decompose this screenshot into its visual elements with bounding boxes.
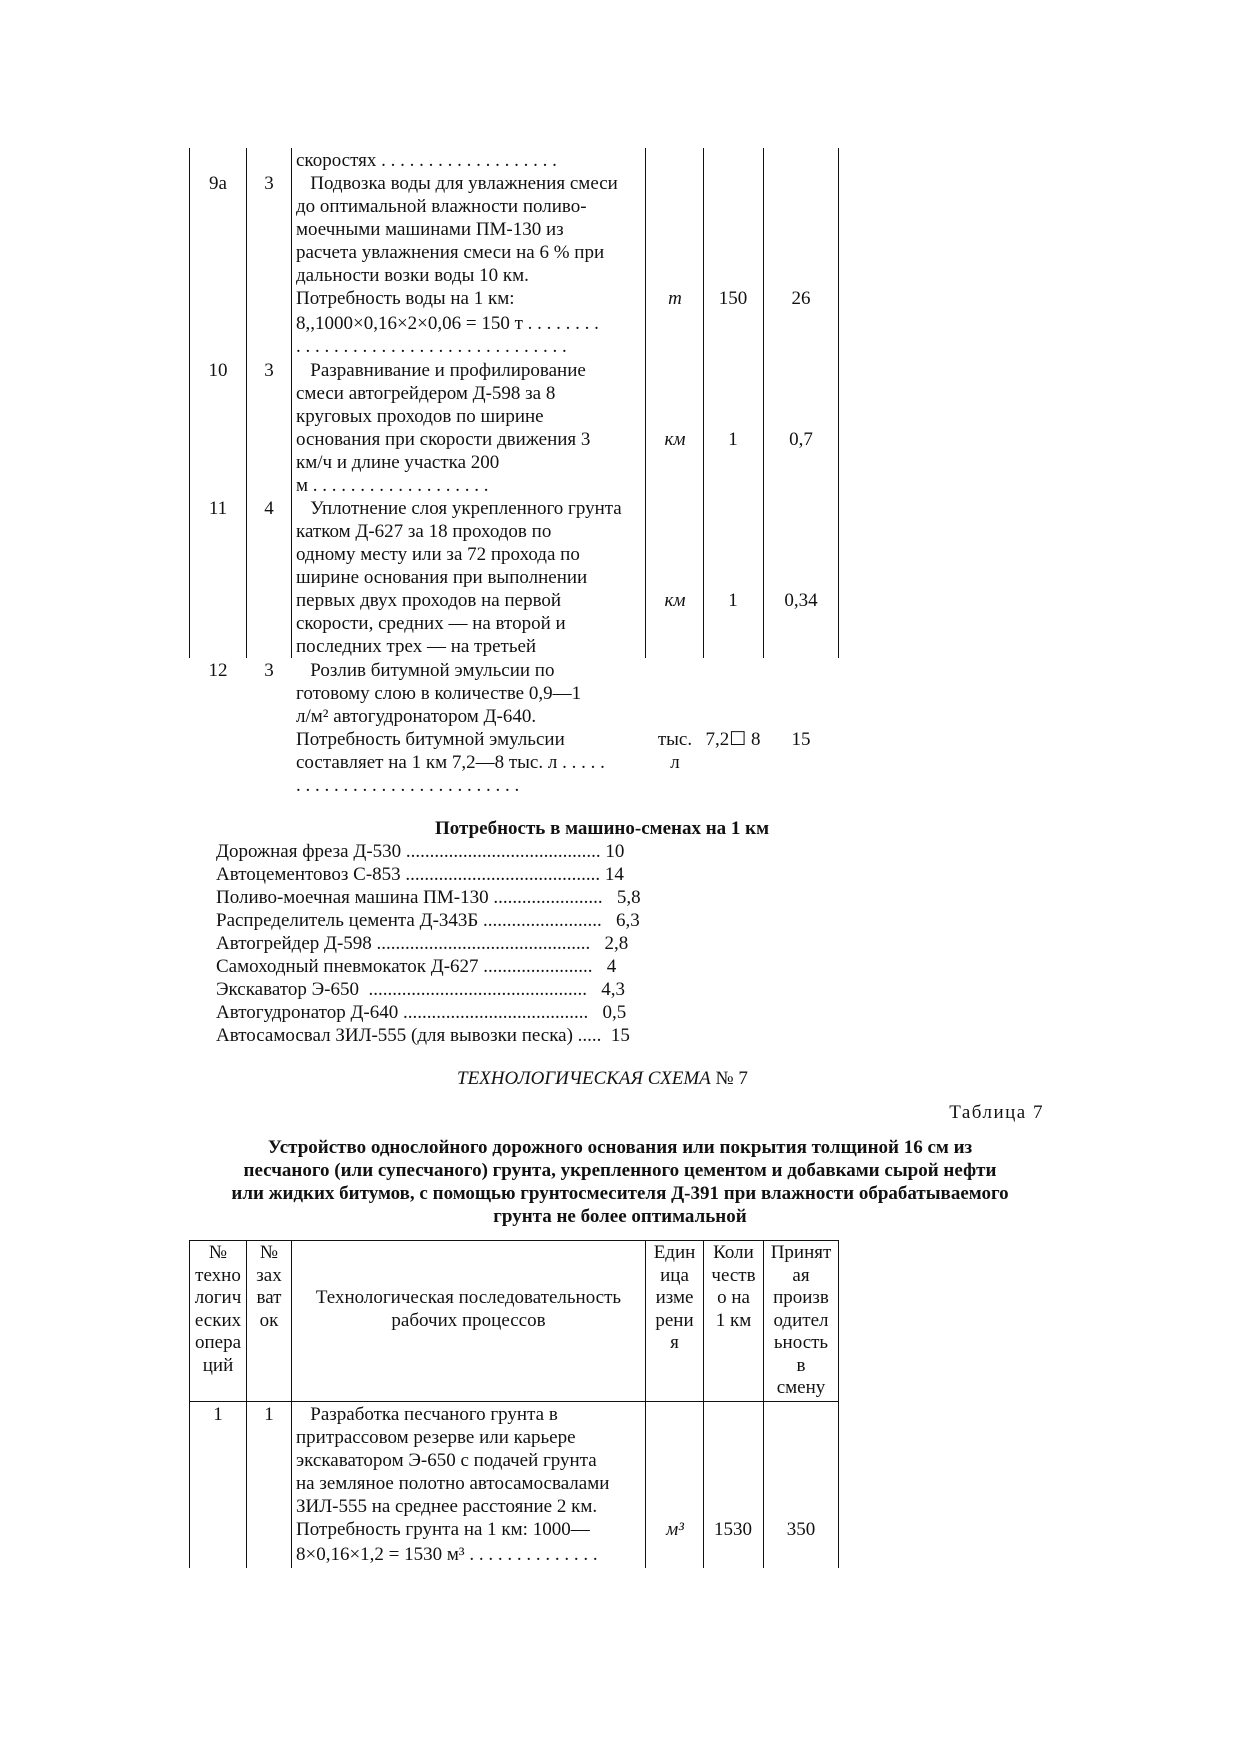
table-cell-section-number: 4 [264, 498, 274, 519]
table-cell-process: скоростях . . . . . . . . . . . . . . . . . . . [296, 150, 557, 171]
table-cell-process-line: расчета увлажнения смеси на 6 % при [296, 242, 605, 263]
table-cell-process-line: л/м² автогудронатором Д-640. [296, 706, 537, 727]
table-cell-operation-number: 11 [208, 498, 228, 519]
table-cell-operation-number: 9а [209, 173, 227, 194]
table-cell-section-number: 3 [264, 173, 274, 194]
scheme-title-text: ТЕХНОЛОГИЧЕСКАЯ СХЕМА [457, 1068, 711, 1089]
table-cell-process-line: . . . . . . . . . . . . . . . . . . . . . . . . [296, 775, 520, 796]
table-cell-process-line: смеси автогрейдером Д-598 за 8 [296, 383, 556, 404]
table-cell-productivity: 0,7 [789, 429, 813, 450]
table-cell-process-line: Разработка песчаного грунта в [296, 1404, 558, 1425]
table-divider [703, 148, 704, 658]
list-item: Экскаватор Э-650 .............................................. 4,3 [216, 979, 625, 1000]
table-cell-process-line: Потребность воды на 1 км: [296, 288, 515, 309]
table-cell-quantity: 1 [728, 429, 738, 450]
list-item: Распределитель цемента Д-343Б ......................... 6,3 [216, 910, 640, 931]
table-cell-process-line: км/ч и длине участка 200 [296, 452, 500, 473]
table-cell-process-line: Розлив битумной эмульсии по [296, 660, 555, 681]
list-item: Автогрейдер Д-598 ............................................. 2,8 [216, 933, 629, 954]
scheme-heading-line: песчаного (или супесчаного) грунта, укрепленного цементом и добавками сырой нефти [243, 1160, 997, 1181]
list-item: Самоходный пневмокаток Д-627 ....................... 4 [216, 956, 617, 977]
table-cell-productivity: 350 [786, 1519, 816, 1540]
table-cell-section-number: 3 [264, 360, 274, 381]
table-cell-process-line: одному месту или за 72 прохода по [296, 544, 580, 565]
table-cell-unit: м³ [666, 1519, 684, 1540]
scheme-heading-line: или жидких битумов, с помощью грунтосмесителя Д-391 при влажности обрабатываемого [231, 1183, 1009, 1204]
table-cell-operation-number: 10 [208, 360, 228, 381]
table-cell-process-line: готовому слою в количестве 0,9—1 [296, 683, 582, 704]
table-cell-section-number: 3 [264, 660, 274, 681]
table-cell-operation-number: 1 [213, 1404, 223, 1425]
table-cell-process-line: Уплотнение слоя укрепленного грунта [296, 498, 622, 519]
table-cell-process-line: экскаватором Э-650 с подачей грунта [296, 1450, 597, 1471]
list-item: Дорожная фреза Д-530 ......................................... 10 [216, 841, 625, 862]
table-border-top [189, 1240, 839, 1241]
column-header-quantity: Коли честв о на 1 км [711, 1242, 756, 1331]
column-header-section-number: № зах ват ок [256, 1242, 282, 1331]
table-cell-process-line: ЗИЛ-555 на среднее расстояние 2 км. [296, 1496, 598, 1517]
table-header-divider [189, 1401, 839, 1402]
table-cell-process-line: катком Д-627 за 18 проходов по [296, 521, 552, 542]
table-cell-process-line: . . . . . . . . . . . . . . . . . . . . . . . . . . . . . [296, 336, 567, 357]
table-cell-process-line: до оптимальной влажности поливо- [296, 196, 587, 217]
table-cell-unit: км [664, 429, 686, 450]
table-cell-process-line: Подвозка воды для увлажнения смеси [296, 173, 618, 194]
table-cell-process-line: 8×0,16×1,2 = 1530 м³ . . . . . . . . . . . . . . [296, 1544, 598, 1565]
list-item: Поливо-моечная машина ПМ-130 ....................... 5,8 [216, 887, 641, 908]
table-cell-process-line: моечными машинами ПМ-130 из [296, 219, 564, 240]
table-cell-process-line: ширине основания при выполнении [296, 567, 588, 588]
table-cell-productivity: 26 [791, 288, 811, 309]
column-header-process: Технологическая последовательность рабочих процессов [315, 1287, 622, 1331]
column-header-productivity: Принят ая произв одител ьность в смену [770, 1242, 832, 1398]
machine-shifts-title: Потребность в машино-сменах на 1 км [435, 818, 770, 839]
scheme-heading-line: грунта не более оптимальной [493, 1206, 747, 1227]
table-cell-process-line: составляет на 1 км 7,2—8 тыс. л . . . . . [296, 752, 605, 773]
scheme-title-number: № 7 [710, 1068, 748, 1089]
table-divider [645, 148, 646, 658]
table-cell-process-line: Разравнивание и профилирование [296, 360, 586, 381]
table-cell-process-line: Потребность грунта на 1 км: 1000— [296, 1519, 590, 1540]
table-cell-unit: т [668, 288, 682, 309]
table-cell-process-line: дальности возки воды 10 км. [296, 265, 529, 286]
table-cell-quantity: 1 [728, 590, 738, 611]
table-cell-process-line: первых двух проходов на первой [296, 590, 562, 611]
table-cell-section-number: 1 [264, 1404, 274, 1425]
table-border-right [838, 1240, 839, 1568]
table-border-left [189, 148, 190, 658]
table-cell-quantity: 150 [718, 288, 748, 309]
table-cell-process-line: последних трех — на третьей [296, 636, 537, 657]
table-divider [763, 148, 764, 658]
table-cell-process-line: на земляное полотно автосамосвалами [296, 1473, 610, 1494]
table-cell-quantity: 1530 [714, 1519, 752, 1540]
table-divider [246, 148, 247, 658]
table-cell-process-line: 8,,1000×0,16×2×0,06 = 150 т . . . . . . . . [296, 313, 599, 334]
table-border-right [838, 148, 839, 658]
table-cell-productivity: 0,34 [784, 590, 818, 611]
table-cell-process-line: основания при скорости движения 3 [296, 429, 591, 450]
table-cell-process-line: притрассовом резерве или карьере [296, 1427, 576, 1448]
list-item: Автосамосвал ЗИЛ-555 (для вывозки песка) ..... 15 [216, 1025, 630, 1046]
table-divider [291, 148, 292, 658]
table-cell-process-line: скорости, средних — на второй и [296, 613, 566, 634]
table-cell-process-line: м . . . . . . . . . . . . . . . . . . . [296, 475, 489, 496]
scheme-title [457, 1068, 748, 1091]
column-header-operation-number: № техно логич еских опера ций [194, 1242, 242, 1376]
column-header-unit: Един ица изме рени я [653, 1242, 696, 1353]
table-label: Таблица 7 [949, 1102, 1044, 1123]
scheme-heading-line: Устройство однослойного дорожного основания или покрытия толщиной 16 см из [267, 1137, 973, 1158]
table-cell-process-line: Потребность битумной эмульсии [296, 729, 565, 750]
list-item: Автоцементовоз С-853 ......................................... 14 [216, 864, 624, 885]
table-cell-unit: тыс. л [657, 729, 693, 773]
table-cell-unit: км [664, 590, 686, 611]
table-cell-process-line: круговых проходов по ширине [296, 406, 544, 427]
table-cell-operation-number: 12 [208, 660, 228, 681]
table-cell-productivity: 15 [791, 729, 811, 750]
table-cell-quantity: 7,2☐ 8 [705, 729, 761, 750]
list-item: Автогудронатор Д-640 ....................................... 0,5 [216, 1002, 627, 1023]
